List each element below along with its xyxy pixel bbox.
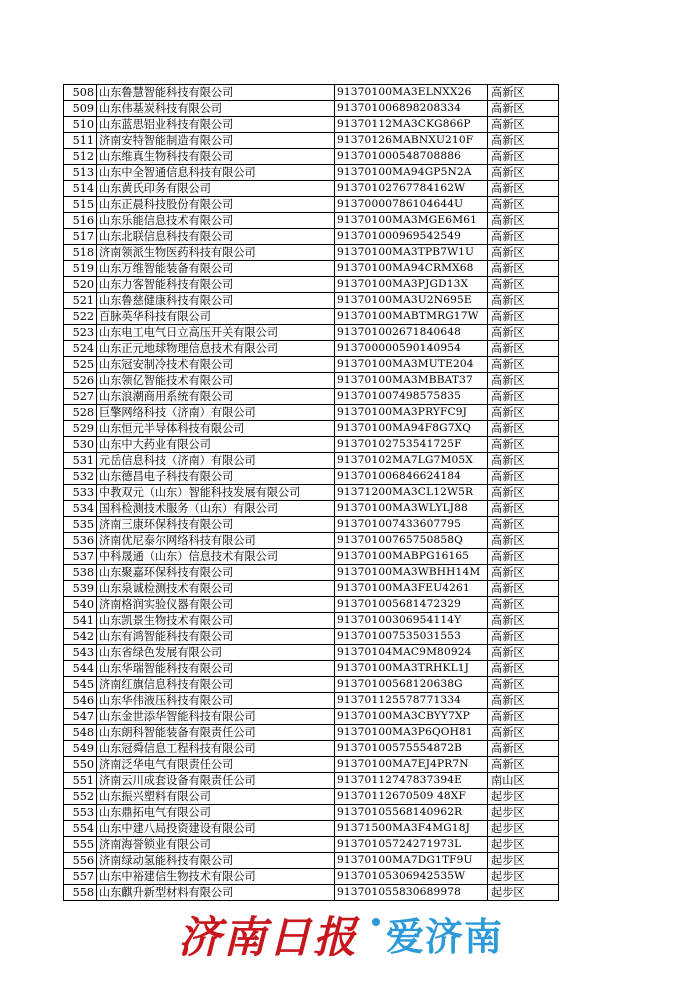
company-name-cell: 山东聚嘉环保科技有限公司 bbox=[97, 565, 335, 581]
credit-code-cell: 913701006898208334 bbox=[335, 101, 488, 117]
district-cell: 高新区 bbox=[488, 517, 559, 533]
row-number-cell: 514 bbox=[64, 181, 97, 197]
table-row bbox=[64, 421, 559, 437]
district-cell: 高新区 bbox=[488, 245, 559, 261]
credit-code-cell: 91370100765750858Q bbox=[335, 533, 488, 549]
credit-code-cell: 91370104MAC9M80924 bbox=[335, 645, 488, 661]
row-number-cell: 540 bbox=[64, 597, 97, 613]
ai-jinan-logo: 爱济南 bbox=[386, 915, 504, 959]
table-row bbox=[64, 725, 559, 741]
district-cell: 起步区 bbox=[488, 853, 559, 869]
row-number-cell: 545 bbox=[64, 677, 97, 693]
company-name-cell: 山东中裕建信生物技术有限公司 bbox=[97, 869, 335, 885]
company-name-cell: 巨擎网络科技（济南）有限公司 bbox=[97, 405, 335, 421]
company-name-cell: 山东正晨科技股份有限公司 bbox=[97, 197, 335, 213]
credit-code-cell: 91370100MA3CBYY7XP bbox=[335, 709, 488, 725]
district-cell: 高新区 bbox=[488, 453, 559, 469]
table-row bbox=[64, 277, 559, 293]
credit-code-cell: 91370100MA94F8G7XQ bbox=[335, 421, 488, 437]
company-name-cell: 山东北联信息科技有限公司 bbox=[97, 229, 335, 245]
row-number-cell: 553 bbox=[64, 805, 97, 821]
row-number-cell: 513 bbox=[64, 165, 97, 181]
table-row bbox=[64, 709, 559, 725]
table-row bbox=[64, 501, 559, 517]
company-name-cell: 山东电工电气日立高压开关有限公司 bbox=[97, 325, 335, 341]
credit-code-cell: 91370100MA94GP5N2A bbox=[335, 165, 488, 181]
credit-code-cell: 91370100MA3TRHKL1J bbox=[335, 661, 488, 677]
row-number-cell: 547 bbox=[64, 709, 97, 725]
credit-code-cell: 91370100MA3TPB7W1U bbox=[335, 245, 488, 261]
company-name-cell: 济南安特智能制造有限公司 bbox=[97, 133, 335, 149]
district-cell: 高新区 bbox=[488, 437, 559, 453]
district-cell: 高新区 bbox=[488, 213, 559, 229]
district-cell: 高新区 bbox=[488, 325, 559, 341]
enterprise-list-table bbox=[63, 84, 558, 901]
company-name-cell: 山东正元地球物理信息技术有限公司 bbox=[97, 341, 335, 357]
district-cell: 高新区 bbox=[488, 101, 559, 117]
district-cell: 高新区 bbox=[488, 469, 559, 485]
credit-code-cell: 91370100575554872B bbox=[335, 741, 488, 757]
district-cell: 起步区 bbox=[488, 837, 559, 853]
row-number-cell: 528 bbox=[64, 405, 97, 421]
row-number-cell: 557 bbox=[64, 869, 97, 885]
credit-code-cell: 913701000548708886 bbox=[335, 149, 488, 165]
credit-code-cell: 91370100MA3WLYLJ88 bbox=[335, 501, 488, 517]
credit-code-cell: 91370100MABTMRG17W bbox=[335, 309, 488, 325]
table-row bbox=[64, 373, 559, 389]
district-cell: 高新区 bbox=[488, 565, 559, 581]
district-cell: 起步区 bbox=[488, 885, 559, 901]
table-row bbox=[64, 565, 559, 581]
table-row bbox=[64, 341, 559, 357]
row-number-cell: 551 bbox=[64, 773, 97, 789]
district-cell: 高新区 bbox=[488, 421, 559, 437]
district-cell: 高新区 bbox=[488, 341, 559, 357]
credit-code-cell: 91370100MA3U2N695E bbox=[335, 293, 488, 309]
district-cell: 高新区 bbox=[488, 597, 559, 613]
row-number-cell: 521 bbox=[64, 293, 97, 309]
table-row bbox=[64, 517, 559, 533]
table-row bbox=[64, 869, 559, 885]
company-name-cell: 山东泉诚检测技术有限公司 bbox=[97, 581, 335, 597]
table-row bbox=[64, 773, 559, 789]
credit-code-cell: 91370000786104644U bbox=[335, 197, 488, 213]
district-cell: 高新区 bbox=[488, 133, 559, 149]
row-number-cell: 523 bbox=[64, 325, 97, 341]
district-cell: 高新区 bbox=[488, 277, 559, 293]
row-number-cell: 531 bbox=[64, 453, 97, 469]
row-number-cell: 509 bbox=[64, 101, 97, 117]
table-row bbox=[64, 821, 559, 837]
row-number-cell: 537 bbox=[64, 549, 97, 565]
district-cell: 高新区 bbox=[488, 533, 559, 549]
table-row bbox=[64, 101, 559, 117]
company-name-cell: 济南领派生物医药科技有限公司 bbox=[97, 245, 335, 261]
table-row bbox=[64, 213, 559, 229]
credit-code-cell: 91370105306942535W bbox=[335, 869, 488, 885]
company-name-cell: 山东领亿智能技术有限公司 bbox=[97, 373, 335, 389]
company-name-cell: 山东万维智能装备有限公司 bbox=[97, 261, 335, 277]
district-cell: 高新区 bbox=[488, 549, 559, 565]
row-number-cell: 548 bbox=[64, 725, 97, 741]
credit-code-cell: 913701006846624184 bbox=[335, 469, 488, 485]
table-row bbox=[64, 165, 559, 181]
district-cell: 起步区 bbox=[488, 789, 559, 805]
company-name-cell: 山东中建八局投资建设有限公司 bbox=[97, 821, 335, 837]
credit-code-cell: 91370100MA3ELNXX26 bbox=[335, 85, 488, 101]
row-number-cell: 519 bbox=[64, 261, 97, 277]
company-name-cell: 山东朗科智能装备有限责任公司 bbox=[97, 725, 335, 741]
company-name-cell: 济南泛华电气有限责任公司 bbox=[97, 757, 335, 773]
table-row bbox=[64, 357, 559, 373]
table-row bbox=[64, 597, 559, 613]
company-name-cell: 山东伟基炭科技有限公司 bbox=[97, 101, 335, 117]
district-cell: 高新区 bbox=[488, 85, 559, 101]
district-cell: 高新区 bbox=[488, 149, 559, 165]
company-name-cell: 山东鲁慧智能科技有限公司 bbox=[97, 85, 335, 101]
table-row bbox=[64, 453, 559, 469]
district-cell: 起步区 bbox=[488, 869, 559, 885]
table-row bbox=[64, 117, 559, 133]
table-row bbox=[64, 469, 559, 485]
table-row bbox=[64, 645, 559, 661]
credit-code-cell: 91370112MA3CKG866P bbox=[335, 117, 488, 133]
company-name-cell: 中科晟通（山东）信息技术有限公司 bbox=[97, 549, 335, 565]
district-cell: 高新区 bbox=[488, 501, 559, 517]
table-row bbox=[64, 85, 559, 101]
company-name-cell: 山东有鸿智能科技有限公司 bbox=[97, 629, 335, 645]
row-number-cell: 532 bbox=[64, 469, 97, 485]
row-number-cell: 525 bbox=[64, 357, 97, 373]
table-row bbox=[64, 149, 559, 165]
credit-code-cell: 91370126MABNXU210F bbox=[335, 133, 488, 149]
row-number-cell: 510 bbox=[64, 117, 97, 133]
credit-code-cell: 913701007498575835 bbox=[335, 389, 488, 405]
table-row bbox=[64, 261, 559, 277]
district-cell: 高新区 bbox=[488, 613, 559, 629]
company-name-cell: 元岳信息科技（济南）有限公司 bbox=[97, 453, 335, 469]
credit-code-cell: 91371500MA3F4MG18J bbox=[335, 821, 488, 837]
company-name-cell: 山东华伟液压科技有限公司 bbox=[97, 693, 335, 709]
credit-code-cell: 91370100MA3P6QOH81 bbox=[335, 725, 488, 741]
table-row bbox=[64, 805, 559, 821]
table-row bbox=[64, 789, 559, 805]
credit-code-cell: 91370100306954114Y bbox=[335, 613, 488, 629]
row-number-cell: 527 bbox=[64, 389, 97, 405]
table bbox=[63, 84, 559, 901]
district-cell: 高新区 bbox=[488, 117, 559, 133]
table-row bbox=[64, 293, 559, 309]
credit-code-cell: 91370100MA3PRYFC9J bbox=[335, 405, 488, 421]
table-row bbox=[64, 229, 559, 245]
row-number-cell: 535 bbox=[64, 517, 97, 533]
district-cell: 高新区 bbox=[488, 261, 559, 277]
credit-code-cell: 913701055830689978 bbox=[335, 885, 488, 901]
company-name-cell: 济南云川成套设备有限责任公司 bbox=[97, 773, 335, 789]
company-name-cell: 山东蓝思铝业科技有限公司 bbox=[97, 117, 335, 133]
table-row bbox=[64, 613, 559, 629]
row-number-cell: 524 bbox=[64, 341, 97, 357]
district-cell: 高新区 bbox=[488, 645, 559, 661]
row-number-cell: 529 bbox=[64, 421, 97, 437]
logo-separator-dot bbox=[372, 918, 380, 926]
table-row bbox=[64, 693, 559, 709]
credit-code-cell: 913701005681472329 bbox=[335, 597, 488, 613]
company-name-cell: 国科检测技术服务（山东）有限公司 bbox=[97, 501, 335, 517]
company-name-cell: 济南海誉锁业有限公司 bbox=[97, 837, 335, 853]
district-cell: 高新区 bbox=[488, 165, 559, 181]
row-number-cell: 533 bbox=[64, 485, 97, 501]
company-name-cell: 山东麒升新型材料有限公司 bbox=[97, 885, 335, 901]
table-row bbox=[64, 197, 559, 213]
district-cell: 高新区 bbox=[488, 405, 559, 421]
district-cell: 高新区 bbox=[488, 629, 559, 645]
table-row bbox=[64, 325, 559, 341]
company-name-cell: 山东鲁慈健康科技有限公司 bbox=[97, 293, 335, 309]
table-row bbox=[64, 485, 559, 501]
table-row bbox=[64, 629, 559, 645]
company-name-cell: 山东冠安制冷技术有限公司 bbox=[97, 357, 335, 373]
credit-code-cell: 913701125578771334 bbox=[335, 693, 488, 709]
row-number-cell: 526 bbox=[64, 373, 97, 389]
company-name-cell: 山东浪潮商用系统有限公司 bbox=[97, 389, 335, 405]
jinan-daily-logo: 济南日报 bbox=[178, 913, 358, 963]
district-cell: 高新区 bbox=[488, 197, 559, 213]
row-number-cell: 555 bbox=[64, 837, 97, 853]
company-name-cell: 山东黄氏印务有限公司 bbox=[97, 181, 335, 197]
credit-code-cell: 91370100MA3FEU4261 bbox=[335, 581, 488, 597]
table-row bbox=[64, 181, 559, 197]
row-number-cell: 538 bbox=[64, 565, 97, 581]
credit-code-cell: 91370100MA7DG1TF9U bbox=[335, 853, 488, 869]
table-row bbox=[64, 661, 559, 677]
company-name-cell: 济南红旗信息科技有限公司 bbox=[97, 677, 335, 693]
credit-code-cell: 91370112670509 48XF bbox=[335, 789, 488, 805]
company-name-cell: 百脉英华科技有限公司 bbox=[97, 309, 335, 325]
credit-code-cell: 91370102MA7LG7M05X bbox=[335, 453, 488, 469]
company-name-cell: 济南格润实验仪器有限公司 bbox=[97, 597, 335, 613]
credit-code-cell: 91370100MA3WBHH14M bbox=[335, 565, 488, 581]
row-number-cell: 542 bbox=[64, 629, 97, 645]
district-cell: 南山区 bbox=[488, 773, 559, 789]
credit-code-cell: 91370100MA3MUTE204 bbox=[335, 357, 488, 373]
row-number-cell: 518 bbox=[64, 245, 97, 261]
table-row bbox=[64, 837, 559, 853]
row-number-cell: 508 bbox=[64, 85, 97, 101]
credit-code-cell: 91370100MA7EJ4PR7N bbox=[335, 757, 488, 773]
credit-code-cell: 91370100MA3MGE6M61 bbox=[335, 213, 488, 229]
credit-code-cell: 91370100MA3MBBAT37 bbox=[335, 373, 488, 389]
row-number-cell: 539 bbox=[64, 581, 97, 597]
district-cell: 高新区 bbox=[488, 725, 559, 741]
company-name-cell: 山东德昌电子科技有限公司 bbox=[97, 469, 335, 485]
district-cell: 高新区 bbox=[488, 373, 559, 389]
company-name-cell: 山东省绿色发展有限公司 bbox=[97, 645, 335, 661]
company-name-cell: 济南优尼泰尔网络科技有限公司 bbox=[97, 533, 335, 549]
district-cell: 高新区 bbox=[488, 357, 559, 373]
table-row bbox=[64, 389, 559, 405]
district-cell: 高新区 bbox=[488, 309, 559, 325]
district-cell: 高新区 bbox=[488, 693, 559, 709]
row-number-cell: 544 bbox=[64, 661, 97, 677]
row-number-cell: 552 bbox=[64, 789, 97, 805]
credit-code-cell: 91371200MA3CL12W5R bbox=[335, 485, 488, 501]
company-name-cell: 山东凯景生物技术有限公司 bbox=[97, 613, 335, 629]
table-body bbox=[64, 85, 559, 901]
table-row bbox=[64, 757, 559, 773]
table-row bbox=[64, 677, 559, 693]
credit-code-cell: 91370100MABPG16165 bbox=[335, 549, 488, 565]
row-number-cell: 534 bbox=[64, 501, 97, 517]
table-row bbox=[64, 581, 559, 597]
company-name-cell: 山东力客智能科技有限公司 bbox=[97, 277, 335, 293]
district-cell: 高新区 bbox=[488, 757, 559, 773]
table-row bbox=[64, 741, 559, 757]
district-cell: 高新区 bbox=[488, 293, 559, 309]
table-row bbox=[64, 853, 559, 869]
table-row bbox=[64, 405, 559, 421]
table-row bbox=[64, 133, 559, 149]
district-cell: 高新区 bbox=[488, 389, 559, 405]
credit-code-cell: 91370112747837394E bbox=[335, 773, 488, 789]
credit-code-cell: 91370100MA3PJGD13X bbox=[335, 277, 488, 293]
district-cell: 高新区 bbox=[488, 709, 559, 725]
company-name-cell: 山东中全智通信息科技有限公司 bbox=[97, 165, 335, 181]
company-name-cell: 济南绿动氢能科技有限公司 bbox=[97, 853, 335, 869]
table-row bbox=[64, 549, 559, 565]
row-number-cell: 520 bbox=[64, 277, 97, 293]
row-number-cell: 541 bbox=[64, 613, 97, 629]
company-name-cell: 山东华瑞智能科技有限公司 bbox=[97, 661, 335, 677]
company-name-cell: 山东维真生物科技有限公司 bbox=[97, 149, 335, 165]
row-number-cell: 530 bbox=[64, 437, 97, 453]
district-cell: 起步区 bbox=[488, 821, 559, 837]
company-name-cell: 山东冠舜信息工程科技有限公司 bbox=[97, 741, 335, 757]
credit-code-cell: 91370102767784162W bbox=[335, 181, 488, 197]
row-number-cell: 546 bbox=[64, 693, 97, 709]
district-cell: 高新区 bbox=[488, 661, 559, 677]
credit-code-cell: 91370105568140962R bbox=[335, 805, 488, 821]
company-name-cell: 济南三康环保科技有限公司 bbox=[97, 517, 335, 533]
district-cell: 高新区 bbox=[488, 677, 559, 693]
table-row bbox=[64, 245, 559, 261]
district-cell: 高新区 bbox=[488, 229, 559, 245]
district-cell: 高新区 bbox=[488, 181, 559, 197]
row-number-cell: 550 bbox=[64, 757, 97, 773]
row-number-cell: 558 bbox=[64, 885, 97, 901]
credit-code-cell: 91370100568120638G bbox=[335, 677, 488, 693]
credit-code-cell: 91370100MA94CRMX68 bbox=[335, 261, 488, 277]
table-row bbox=[64, 437, 559, 453]
row-number-cell: 516 bbox=[64, 213, 97, 229]
company-name-cell: 山东乐能信息技术有限公司 bbox=[97, 213, 335, 229]
credit-code-cell: 913701007433607795 bbox=[335, 517, 488, 533]
credit-code-cell: 91370102753541725F bbox=[335, 437, 488, 453]
row-number-cell: 522 bbox=[64, 309, 97, 325]
row-number-cell: 543 bbox=[64, 645, 97, 661]
credit-code-cell: 913701007535031553 bbox=[335, 629, 488, 645]
company-name-cell: 山东恒元半导体科技有限公司 bbox=[97, 421, 335, 437]
credit-code-cell: 913700000590140954 bbox=[335, 341, 488, 357]
table-row bbox=[64, 309, 559, 325]
row-number-cell: 515 bbox=[64, 197, 97, 213]
row-number-cell: 536 bbox=[64, 533, 97, 549]
credit-code-cell: 913701002671840648 bbox=[335, 325, 488, 341]
district-cell: 高新区 bbox=[488, 741, 559, 757]
row-number-cell: 554 bbox=[64, 821, 97, 837]
table-row bbox=[64, 533, 559, 549]
row-number-cell: 549 bbox=[64, 741, 97, 757]
company-name-cell: 山东金世添华智能科技有限公司 bbox=[97, 709, 335, 725]
row-number-cell: 512 bbox=[64, 149, 97, 165]
company-name-cell: 山东振兴塑料有限公司 bbox=[97, 789, 335, 805]
district-cell: 高新区 bbox=[488, 485, 559, 501]
credit-code-cell: 913701000969542549 bbox=[335, 229, 488, 245]
row-number-cell: 511 bbox=[64, 133, 97, 149]
company-name-cell: 山东中大药业有限公司 bbox=[97, 437, 335, 453]
company-name-cell: 中教双元（山东）智能科技发展有限公司 bbox=[97, 485, 335, 501]
district-cell: 高新区 bbox=[488, 581, 559, 597]
credit-code-cell: 91370105724271973L bbox=[335, 837, 488, 853]
row-number-cell: 556 bbox=[64, 853, 97, 869]
row-number-cell: 517 bbox=[64, 229, 97, 245]
district-cell: 起步区 bbox=[488, 805, 559, 821]
company-name-cell: 山东鼎拓电气有限公司 bbox=[97, 805, 335, 821]
footer-watermark bbox=[0, 896, 700, 966]
